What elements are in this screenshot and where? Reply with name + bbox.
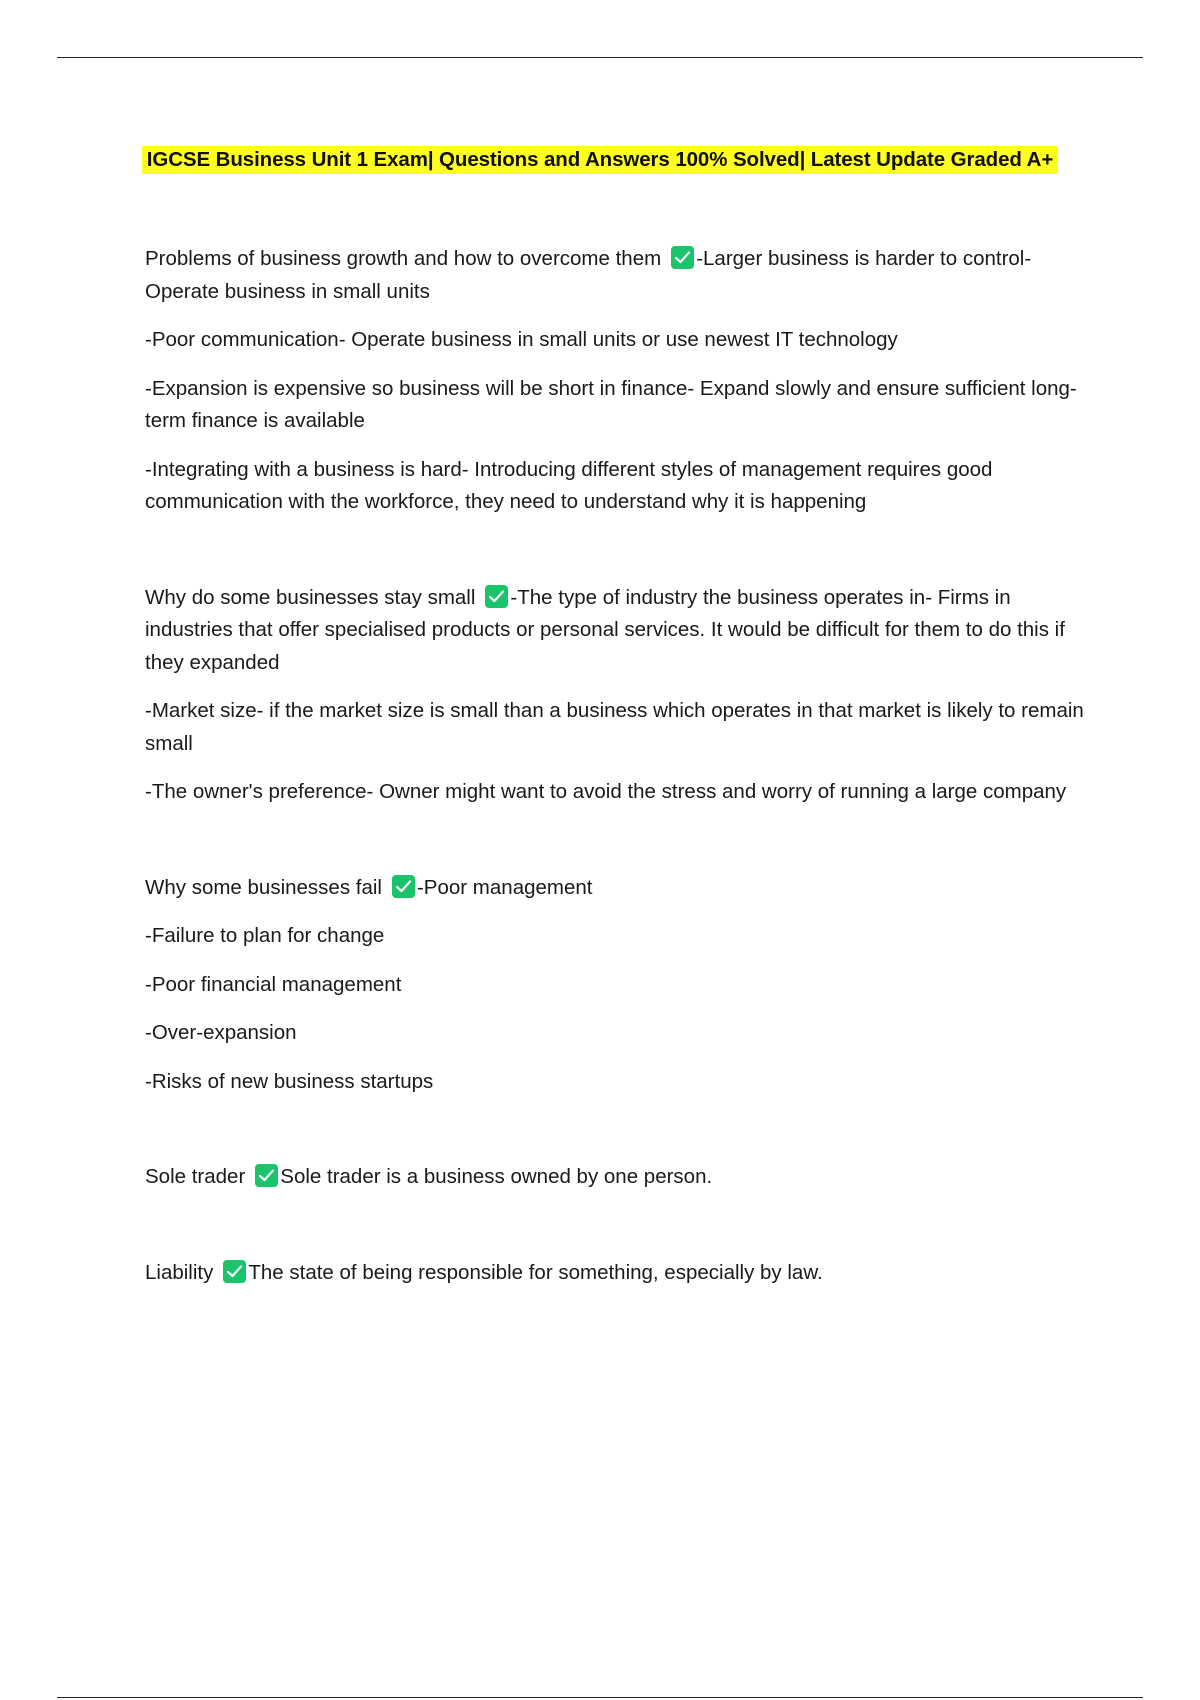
answer-line: -Expansion is expensive so business will be short in finance- Expand slowly and ensure sufficient long-term finance is available: [145, 376, 1077, 432]
question-text: Problems of business growth and how to overcome them: [145, 247, 662, 270]
qa-content: [145, 243, 1095, 1305]
answer-text: -The type of industry the business operates in- Firms in industries that offer specialised products or personal services. It would be difficult for them to do this if they expanded: [145, 585, 1065, 674]
answer-line: -Risks of new business startups: [145, 1069, 434, 1093]
answer-line: -Integrating with a business is hard- Introducing different styles of management requires good communication with the workforce, they need to understand why it is happening: [145, 457, 993, 513]
answer-line: -Poor financial management: [145, 972, 402, 996]
top-rule: [57, 57, 1143, 58]
answer-text: The state of being responsible for something, especially by law.: [248, 1260, 823, 1284]
question-text: Sole trader: [145, 1165, 246, 1188]
answer-text: Sole trader is a business owned by one person.: [280, 1165, 713, 1188]
title-container: [0, 146, 1200, 174]
qa-item-business-growth: [145, 243, 1095, 519]
check-icon: [671, 246, 694, 269]
qa-paragraph: [145, 1257, 1095, 1290]
check-icon: [485, 585, 508, 608]
answer-text: -Poor management: [416, 875, 593, 899]
question-text: Why some businesses fail: [145, 875, 382, 899]
question-text: Liability: [145, 1260, 214, 1284]
qa-item-liability: [145, 1257, 1095, 1290]
qa-item-sole-trader: [145, 1161, 1095, 1194]
answer-text: -Larger business is harder to control- Operate business in small units: [145, 247, 1032, 303]
qa-paragraph: [145, 582, 1095, 680]
answer-line: -The owner's preference- Owner might want to avoid the stress and worry of running a large company: [145, 780, 1067, 803]
qa-paragraph: [145, 872, 1095, 905]
check-icon: [223, 1260, 246, 1283]
qa-paragraph: [145, 243, 1095, 308]
question-text: Why do some businesses stay small: [145, 585, 476, 609]
bottom-rule: [57, 1697, 1143, 1698]
qa-item-stay-small: [145, 582, 1095, 809]
answer-line: -Over-expansion: [145, 1021, 297, 1044]
check-icon: [392, 875, 415, 898]
answer-line: -Failure to plan for change: [145, 924, 385, 947]
qa-item-businesses-fail: [145, 872, 1095, 1099]
answer-line: -Market size- if the market size is small than a business which operates in that market is likely to remain small: [145, 699, 1084, 755]
document-title: IGCSE Business Unit 1 Exam| Questions and Answers 100% Solved| Latest Update Graded A+: [142, 146, 1058, 174]
answer-line: -Poor communication- Operate business in small units or use newest IT technology: [145, 328, 898, 351]
check-icon: [255, 1164, 278, 1187]
qa-paragraph: [145, 1161, 1095, 1194]
